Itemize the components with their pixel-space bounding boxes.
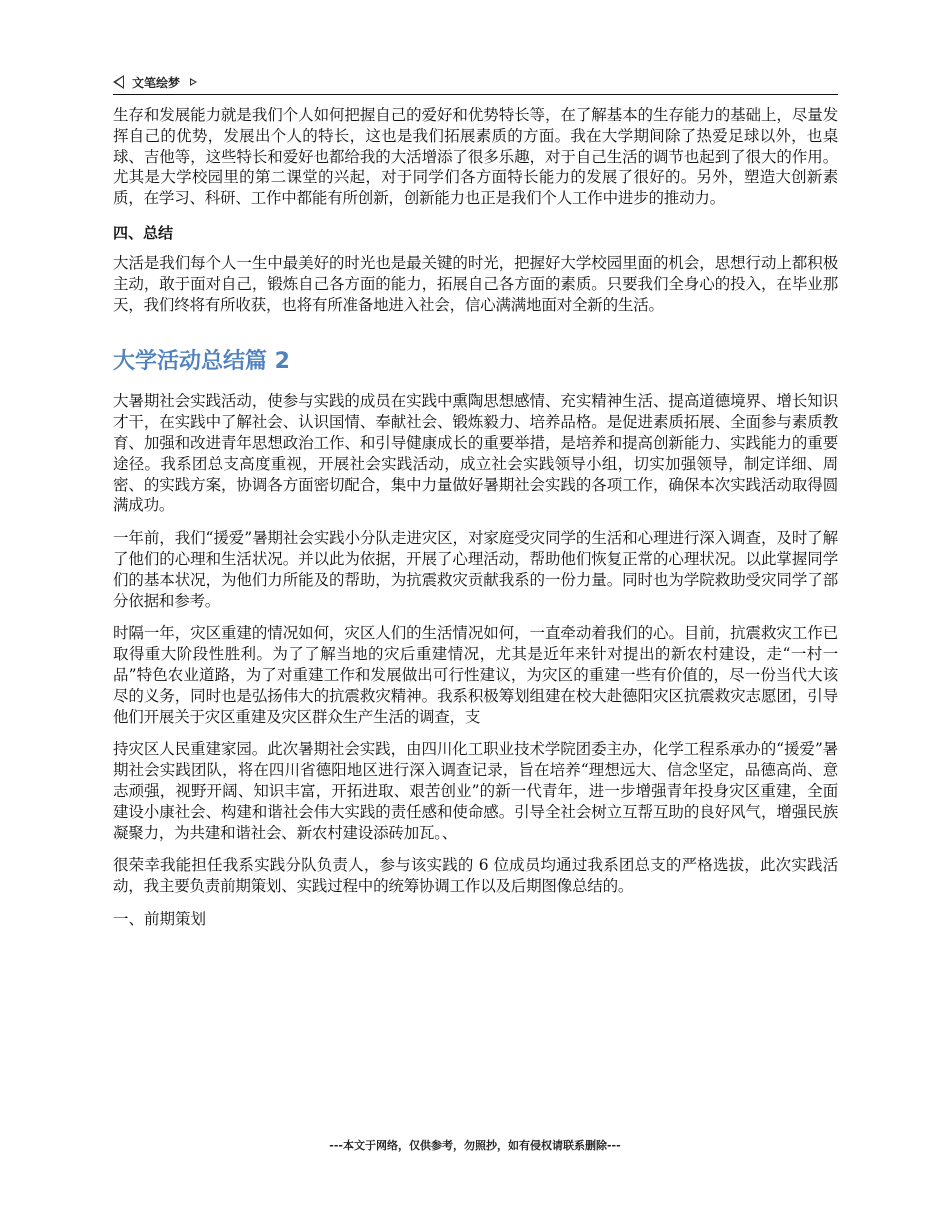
page-footer: ---本文于网络，仅供参考，勿照抄，如有侵权请联系删除--- xyxy=(329,1139,621,1152)
paragraph-support-rebuild: 持灾区人民重建家园。此次暑期社会实践，由四川化工职业技术学院团委主办，化学工程系承办的“援爱”暑期社会实践团队，将在四川省德阳地区进行深入调查记录，旨在培养“理想远大、信念坚定，品德高尚、意志顽强，视野开阔、知识丰富，开拓进取、艰苦创业”的新一代青年，进一步增强青年投身灾区重建，全面建设小康社会、构建和谐社会伟大实践的责任感和使命感。引导全社会树立互帮互助的良好风气，增强民族凝聚力，为共建和谐社会、新农村建设添砖加瓦。、 xyxy=(113,740,838,842)
section-title: 大学活动总结篇 2 xyxy=(113,349,290,375)
triangle-left-icon xyxy=(113,75,124,89)
paragraph-one-year-later: 时隔一年，灾区重建的情况如何，灾区人们的生活情况如何，一直牵动着我们的心。目前，抗震救灾工作已取得重大阶段性胜利。为了了解当地的灾后重建情况，尤其是近年来针对提出的新农村建设，走“一村一品”特色农业道路，为了对重建工作和发展做出可行性建议，为灾区的重建一些有价值的，尽一份当代大该尽的义务，同时也是弘扬伟大的抗震救灾精神。我系积极筹划组建在校大赴德阳灾区抗震救灾志愿团，引导他们开展关于灾区重建及灾区群众生产生活的调查，支 xyxy=(113,624,838,726)
paragraph-year-ago: 一年前，我们“援爱”暑期社会实践小分队走进灾区，对家庭受灾同学的生活和心理进行深入调查，及时了解了他们的心理和生活状况。并以此为依据，开展了心理活动，帮助他们恢复正常的心理状况。以此掌握同学们的基本状况，为他们力所能及的帮助，为抗震救灾贡献我系的一份力量。同时也为学院救助受灾同学了部分依据和参考。 xyxy=(113,529,838,610)
paragraph-abilities: 生存和发展能力就是我们个人如何把握自己的爱好和优势特长等，在了解基本的生存能力的基础上，尽量发挥自己的优势，发展出个人的特长，这也是我们拓展素质的方面。我在大学期间除了热爱足球以外，也桌球、吉他等，这些特长和爱好也都给我的大活增添了很多乐趣，对于自己生活的调节也起到了很大的作用。尤其是大学校园里的第二课堂的兴起，对于同学们各方面特长能力的发展了很好的。另外，塑造大创新素质，在学习、科研、工作中都能有所创新，创新能力也正是我们个人工作中进步的推动力。 xyxy=(113,106,838,208)
header-title: 文笔绘梦 xyxy=(132,75,181,90)
paragraph-practice-intro: 大暑期社会实践活动，使参与实践的成员在实践中熏陶思想感情、充实精神生活、提高道德境界、增长知识才干，在实践中了解社会、认识国情、奉献社会、锻炼毅力、培养品格。是促进素质拓展、全面参与素质教育、加强和改进青年思想政治工作、和引导健康成长的重要举措，是培养和提高创新能力、实践能力的重要途径。我系团总支高度重视，开展社会实践活动，成立社会实践领导小组，切实加强领导，制定详细、周密、的实践方案，协调各方面密切配合，集中力量做好暑期社会实践的各项工作，确保本次实践活动取得圆满成功。 xyxy=(113,392,838,515)
heading-summary: 四、总结 xyxy=(113,223,174,242)
triangle-right-icon xyxy=(190,78,197,86)
paragraph-team-lead: 很荣幸我能担任我系实践分队负责人，参与该实践的 6 位成员均通过我系团总支的严格选拔，此次实践活动，我主要负责前期策划、实践过程中的统筹协调工作以及后期图像总结的。 xyxy=(113,856,838,896)
document-page xyxy=(113,70,838,930)
heading-preplanning: 一、前期策划 xyxy=(113,909,207,928)
page-header xyxy=(113,70,838,95)
document-body xyxy=(113,105,838,930)
paragraph-summary: 大活是我们每个人一生中最美好的时光也是最关键的时光，把握好大学校园里面的机会，思想行动上都积极主动，敢于面对自己，锻炼自己各方面的能力，拓展自己各方面的素质。只要我们全身心的投入，在毕业那天，我们终将有所收获，也将有所准备地进入社会，信心满满地面对全新的生活。 xyxy=(113,253,838,314)
